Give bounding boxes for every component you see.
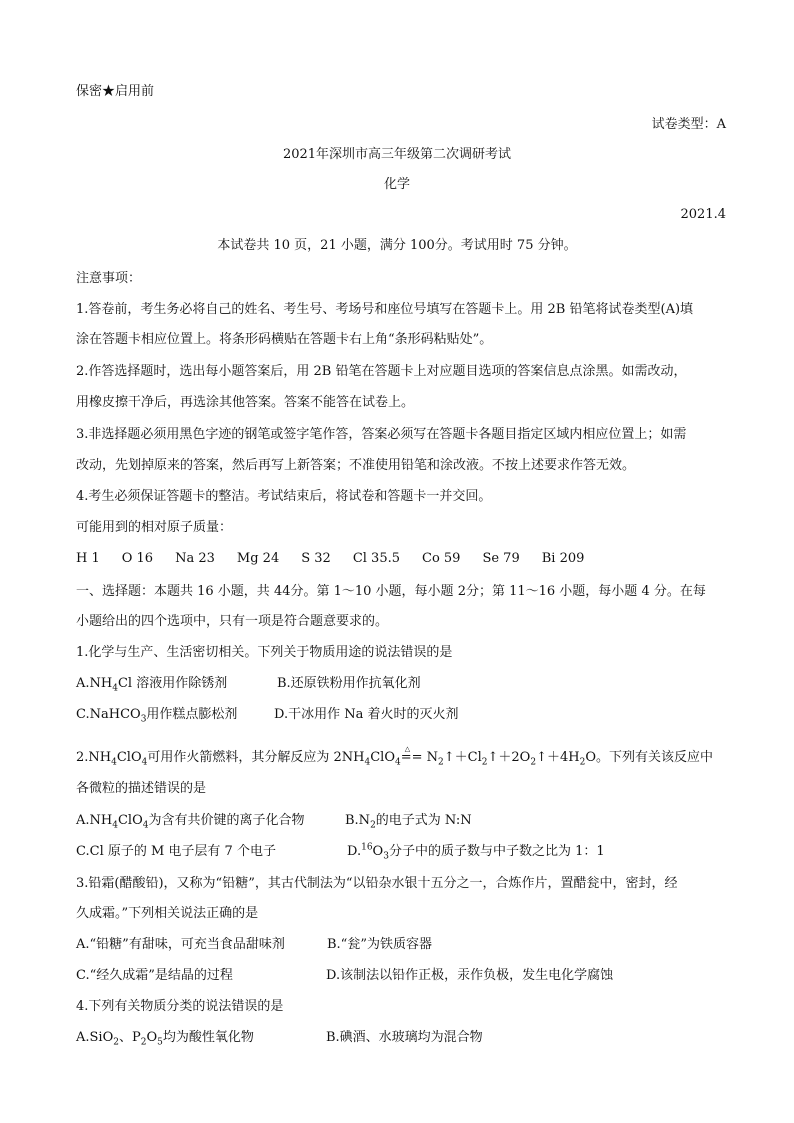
q2-stem-line-2: 各微粒的描述错误的是 [76,781,207,796]
atomic-mass-item: H 1 [76,551,100,566]
notes-heading: 注意事项： [76,271,142,286]
atomic-mass-item: Se 79 [482,551,520,566]
q2-stem-line-1: $2.NH_4ClO_4$可用作火箭燃料，其分解反应为 $2NH_4ClO_4\triangle$ == $N_2↑+Cl_2↑+2O_2↑+4H_2O$。下列有关该反应中 [76,748,713,768]
q2-option-a: $A.NH_4ClO_4$为含有共价键的离子化合物 [76,813,305,831]
atomic-mass-item: Cl 35.5 [352,551,400,566]
q2-option-b: $B.N_2$的电子式为 N:N [345,813,472,831]
atomic-mass-item: Co 59 [422,551,461,566]
exam-title: 2021年深圳市高三年级第二次调研考试 [282,147,512,162]
note-1-line-1: 1.答卷前，考生务必将自己的姓名、考生号、考场号和座位号填写在答题卡上。用 2B 铅笔将试卷类型(A)填 [76,302,694,317]
confidential-label: 保密★启用前 [76,84,155,99]
note-4: 4.考生必须保证答题卡的整洁。考试结束后，将试卷和答题卡一并交回。 [76,489,492,504]
q3-option-c: C.“经久成霜”是结晶的过程 [76,968,233,983]
q2-option-c: C.Cl 原子的 M 电子层有 7 个电子 [76,844,276,859]
exam-date: 2021.4 [680,207,726,222]
atomic-mass-item: Na 23 [175,551,215,566]
q3-option-b: B.“瓮”为铁质容器 [327,937,432,952]
subject-title: 化学 [383,177,410,192]
q2-option-d: $D.^{16}O_3$分子中的质子数与中子数之比为 1：1 [347,842,605,862]
atomic-mass-item: O 16 [121,551,154,566]
note-3-line-1: 3.非选择题必须用黑色字迹的钢笔或签字笔作答，答案必须写在答题卡各题目指定区域内相应位置上；如需 [76,427,687,442]
atomic-mass-list [76,549,606,569]
paper-type: 试卷类型：A [651,117,726,132]
atomic-mass-heading: 可能用到的相对原子质量： [76,520,233,535]
section-1-intro-line-1: 一、选择题：本题共 16 小题，共 44分。第 1～10 小题，每小题 2分；第 11～16 小题，每小题 4 分。在每 [76,584,706,599]
note-1-line-2: 涂在答题卡相应位置上。将条形码横贴在答题卡右上角“条形码粘贴处”。 [76,332,493,347]
atomic-mass-item: Bi 209 [541,551,585,566]
q3-option-a: A.“铅糖”有甜味，可充当食品甜味剂 [76,937,285,952]
atomic-mass-item: Mg 24 [236,551,280,566]
q1-option-d: D.干冰用作 Na 着火时的灭火剂 [274,707,459,722]
atomic-mass-item: S 32 [301,551,331,566]
q4-option-a: A.SiO$_2$、$P_2O_5$均为酸性氧化物 [76,1030,254,1048]
note-2-line-1: 2.作答选择题时，选出每小题答案后，用 2B 铅笔在答题卡上对应题目选项的答案信息点涂黑。如需改动， [76,364,687,379]
q3-stem-line-2: 久成霜。”下列相关说法正确的是 [76,906,259,921]
q1-option-c: C.NaHCO$_3$用作糕点膨松剂 [76,707,238,725]
q1-option-b: B.还原铁粉用作抗氧化剂 [277,676,421,691]
q1-stem: 1.化学与生产、生活密切相关。下列关于物质用途的说法错误的是 [76,645,453,660]
exam-summary: 本试卷共 10 页，21 小题，满分 100分。考试用时 75 分钟。 [217,238,577,253]
q3-option-d: D.该制法以铅作正极，汞作负极，发生电化学腐蚀 [326,968,614,983]
heat-arrow: △ == [401,748,423,768]
note-2-line-2: 用橡皮擦干净后，再选涂其他答案。答案不能答在试卷上。 [76,395,415,410]
q4-stem: 4.下列有关物质分类的说法错误的是 [76,999,284,1014]
q4-option-b: B.碘酒、水玻璃均为混合物 [326,1030,483,1045]
q3-stem-line-1: 3.铅霜(醋酸铅)，又称为“铅糖”，其古代制法为“以铅杂水银十五分之一，合炼作片，置醋瓮中，密封，经 [76,876,678,891]
note-3-line-2: 改动，先划掉原来的答案，然后再写上新答案；不准使用铅笔和涂改液。不按上述要求作答无效。 [76,458,636,473]
q1-option-a: $A.NH_4Cl$ 溶液用作除锈剂 [76,676,228,694]
section-1-intro-line-2: 小题给出的四个选项中，只有一项是符合题意要求的。 [76,614,389,629]
